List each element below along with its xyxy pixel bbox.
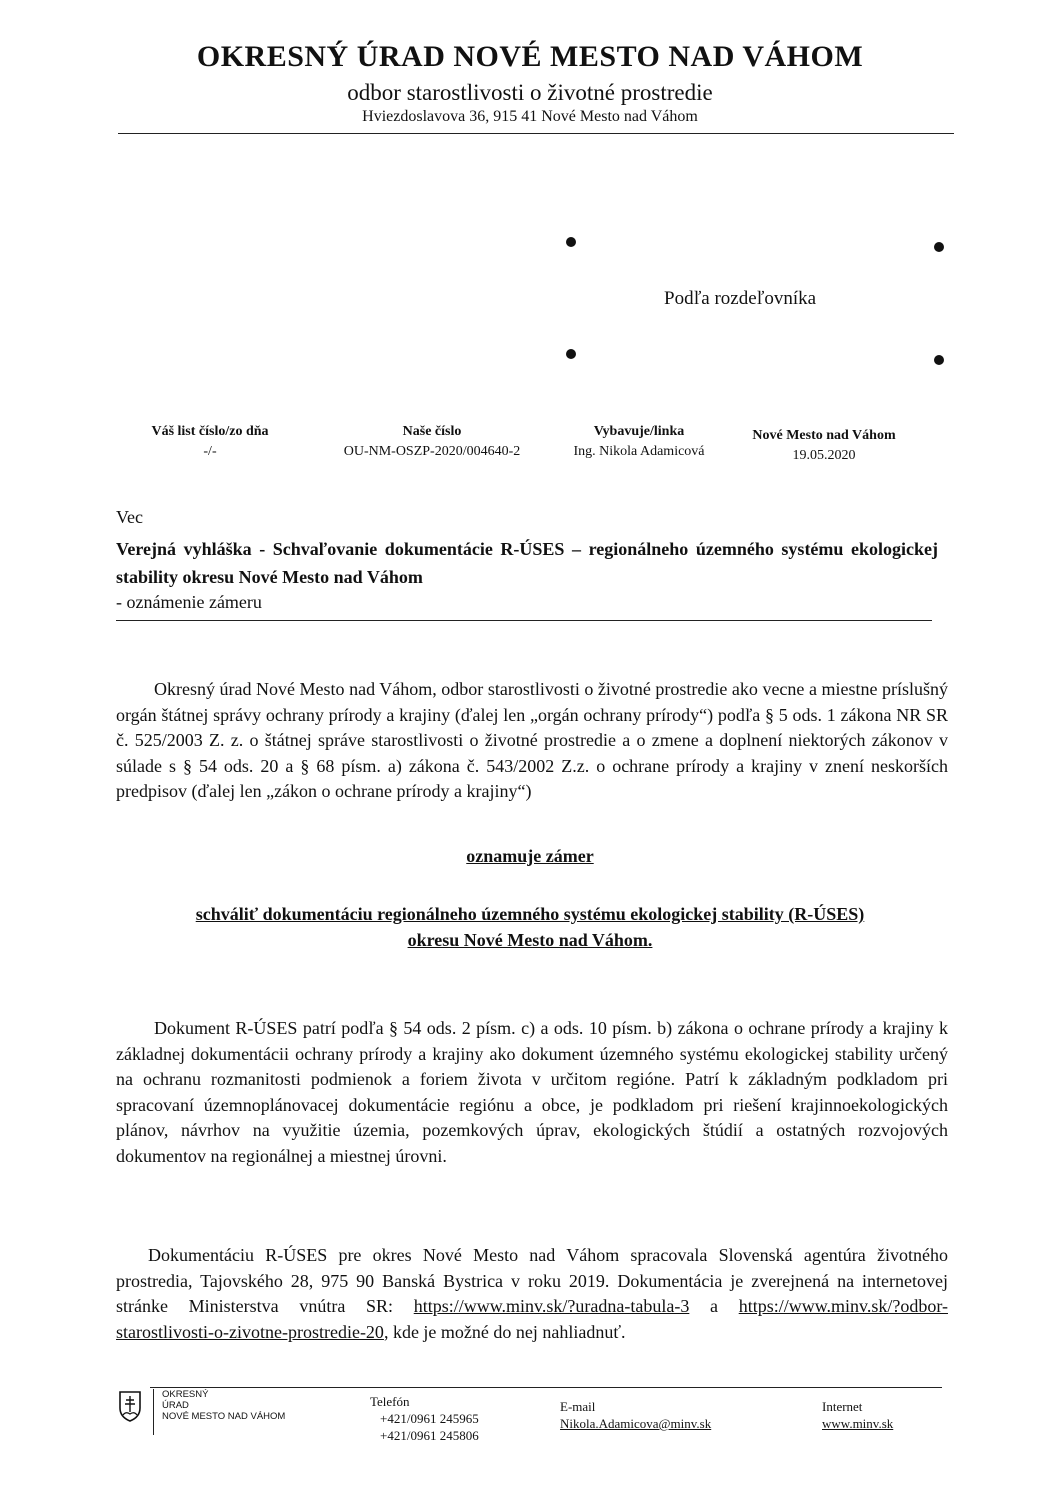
office-logo-line-3: NOVÉ MESTO NAD VÁHOM — [162, 1411, 286, 1422]
state-coat-of-arms-icon — [118, 1390, 142, 1422]
office-logo-line-2: ÚRAD — [162, 1400, 189, 1411]
window-mark-top-right — [934, 242, 944, 252]
paragraph-3-text-3: , kde je možné do nej nahliadnuť. — [383, 1321, 626, 1342]
internet-label: Internet — [822, 1399, 863, 1414]
place-date-value: 19.05.2020 — [792, 448, 856, 463]
intent-line-1: schváliť dokumentáciu regionálneho územného systému ekologickej stability (R-ÚSES) — [195, 904, 865, 924]
window-mark-top-left — [566, 237, 576, 247]
internet-link[interactable]: www.minv.sk — [822, 1416, 894, 1431]
subject-divider — [116, 620, 932, 621]
announcement-heading: oznamuje zámer — [466, 846, 594, 866]
reference-handled-by — [554, 422, 724, 462]
header-divider — [118, 133, 954, 134]
place-date-label: Nové Mesto nad Váhom — [752, 428, 896, 443]
paragraph-3-text-1: Dokumentáciu R-ÚSES pre okres Nové Mesto nad Váhom spracovala Slovenská agentúra životného prostredia, Tajovského 28, 975 90 Banská Bystrica v roku 2019. Dokumentácia je zverejnená na internetovej stránke Ministerstva vnútra SR: — [116, 1245, 948, 1316]
logo-divider — [153, 1389, 154, 1435]
subject-title: Verejná vyhláška - Schvaľovanie dokumentácie R-ÚSES – regionálneho územného systému ekologickej stability okresu Nové Mesto nad Váhom — [116, 539, 938, 587]
reference-place-date — [744, 426, 904, 466]
phone-2: +421/0961 245806 — [380, 1428, 479, 1443]
office-logo-line-1: OKRESNÝ — [162, 1389, 209, 1400]
our-number-label: Naše číslo — [402, 424, 462, 439]
subject-label: Vec — [116, 507, 143, 527]
paragraph-3-text-2: a — [689, 1296, 739, 1316]
intent-line-2: okresu Nové Mesto nad Váhom. — [407, 930, 653, 950]
email-label: E-mail — [560, 1399, 596, 1414]
footer-divider — [150, 1387, 942, 1388]
our-number-value: OU-NM-OSZP-2020/004640-2 — [343, 444, 521, 459]
phone-1: +421/0961 245965 — [380, 1411, 479, 1426]
footer-internet — [822, 1398, 893, 1432]
your-letter-value: -/- — [203, 444, 217, 459]
subject-note: - oznámenie zámeru — [116, 592, 262, 612]
body-paragraph-3 — [116, 1243, 948, 1345]
your-letter-label: Váš list číslo/zo dňa — [151, 424, 269, 439]
handled-by-label: Vybavuje/linka — [593, 424, 685, 439]
reference-your-letter — [135, 422, 285, 462]
email-link[interactable]: Nikola.Adamicova@minv.sk — [560, 1416, 712, 1431]
recipient: Podľa rozdeľovníka — [664, 288, 817, 309]
odbor-page-link[interactable]: https://www.minv.sk/?odbor-starostlivosti-o-zivotne-prostredie-20 — [116, 1296, 948, 1342]
department-subtitle: odbor starostlivosti o životné prostredie — [347, 80, 713, 105]
body-paragraph-2: Dokument R-ÚSES patrí podľa § 54 ods. 2 písm. c) a ods. 10 písm. b) zákona o ochrane prírody a krajiny k základnej dokumentácii ochrany prírody a krajiny ako dokument územného systému ekologickej stability určený na ochranu rozmanitosti podmienok a foriem života v určitom regióne. Patrí k základným podkladom pri spracovaní územnoplánovacej dokumentácie regiónu a obce, je podkladom pri riešení krajinnoekologických plánov, návrhov na využitie územia, pozemkových úprav, ekologických štúdií a ostatných rozvojových dokumentov na regionálnej a miestnej úrovni. — [116, 1018, 948, 1166]
reference-our-number — [322, 422, 542, 462]
window-mark-bottom-left — [566, 349, 576, 359]
footer-phone — [370, 1393, 479, 1444]
phone-label: Telefón — [370, 1394, 410, 1409]
footer-email — [560, 1398, 711, 1432]
office-logo-text — [162, 1389, 285, 1422]
uradna-tabula-link[interactable]: https://www.minv.sk/?uradna-tabula-3 — [413, 1296, 690, 1316]
body-paragraph-1: Okresný úrad Nové Mesto nad Váhom, odbor starostlivosti o životné prostredie ako vecne a miestne príslušný orgán štátnej správy ochrany prírody a krajiny (ďalej len „orgán ochrany prírody“) podľa § 5 ods. 1 zákona NR SR č. 525/2003 Z. z. o štátnej správe starostlivosti o životné prostredie a o zmene a doplnení niektorých zákonov v súlade s § 54 ods. 20 a § 68 písm. a) zákona č. 543/2002 Z.z. o ochrane prírody a krajiny v znení neskorších predpisov (ďalej len „zákon o ochrane prírody a krajiny“) — [116, 679, 948, 801]
handled-by-value: Ing. Nikola Adamicová — [573, 444, 705, 459]
office-address: Hviezdoslavova 36, 915 41 Nové Mesto nad Váhom — [362, 108, 698, 125]
window-mark-bottom-right — [934, 355, 944, 365]
office-title: OKRESNÝ ÚRAD NOVÉ MESTO NAD VÁHOM — [196, 40, 864, 73]
